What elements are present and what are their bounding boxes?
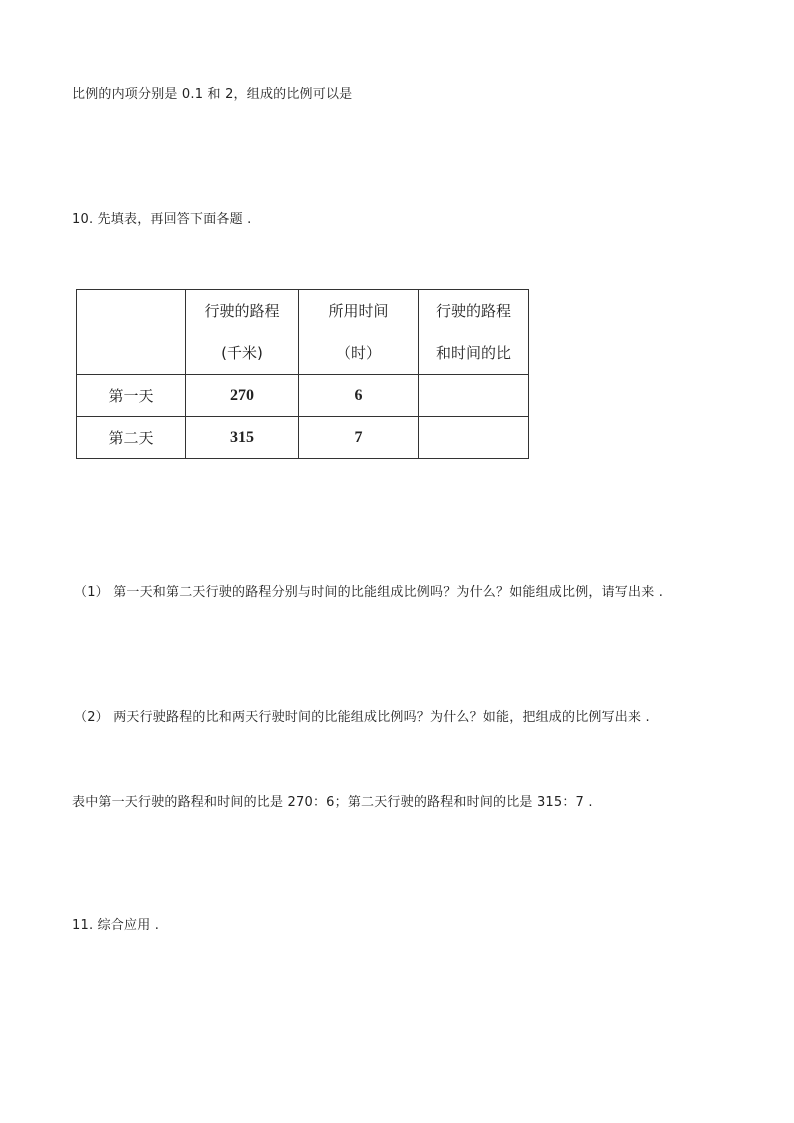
distance-cell: 270 [186, 375, 299, 417]
distance-cell: 315 [186, 417, 299, 459]
table-row [77, 417, 529, 459]
header-ratio-line1: 行驶的路程 [435, 302, 511, 320]
distance-time-table [76, 289, 529, 459]
header-distance-line1: 行驶的路程 [204, 302, 280, 320]
day-cell: 第一天 [77, 375, 186, 417]
question-11-title: 11. 综合应用 . [72, 918, 160, 933]
header-distance-line2: (千米) [221, 344, 263, 362]
ratio-answer-cell[interactable] [419, 375, 529, 417]
question-10-part-2: （2） 两天行驶路程的比和两天行驶时间的比能组成比例吗？为什么？如能，把组成的比例写出来 . [74, 710, 650, 725]
table-header-row [77, 290, 529, 375]
question-10-title: 10. 先填表，再回答下面各题 . [72, 212, 252, 227]
time-cell: 6 [299, 375, 419, 417]
header-time-line2: （时） [335, 344, 381, 362]
header-ratio-cell [419, 290, 529, 375]
table-row [77, 375, 529, 417]
ratio-inner-terms-question: 比例的内项分别是 0.1 和 2，组成的比例可以是 [72, 87, 353, 102]
header-time-line1: 所用时间 [328, 302, 389, 320]
header-ratio-line2: 和时间的比 [435, 344, 511, 362]
question-10-part-1: （1） 第一天和第二天行驶的路程分别与时间的比能组成比例吗？为什么？如能组成比例，请写出来 . [74, 585, 664, 600]
table-ratio-answer: 表中第一天行驶的路程和时间的比是 270：6；第二天行驶的路程和时间的比是 315：7 . [72, 795, 593, 810]
header-distance-cell [186, 290, 299, 375]
header-blank-cell [77, 290, 186, 375]
time-cell: 7 [299, 417, 419, 459]
ratio-answer-cell[interactable] [419, 417, 529, 459]
header-time-cell [299, 290, 419, 375]
day-cell: 第二天 [77, 417, 186, 459]
